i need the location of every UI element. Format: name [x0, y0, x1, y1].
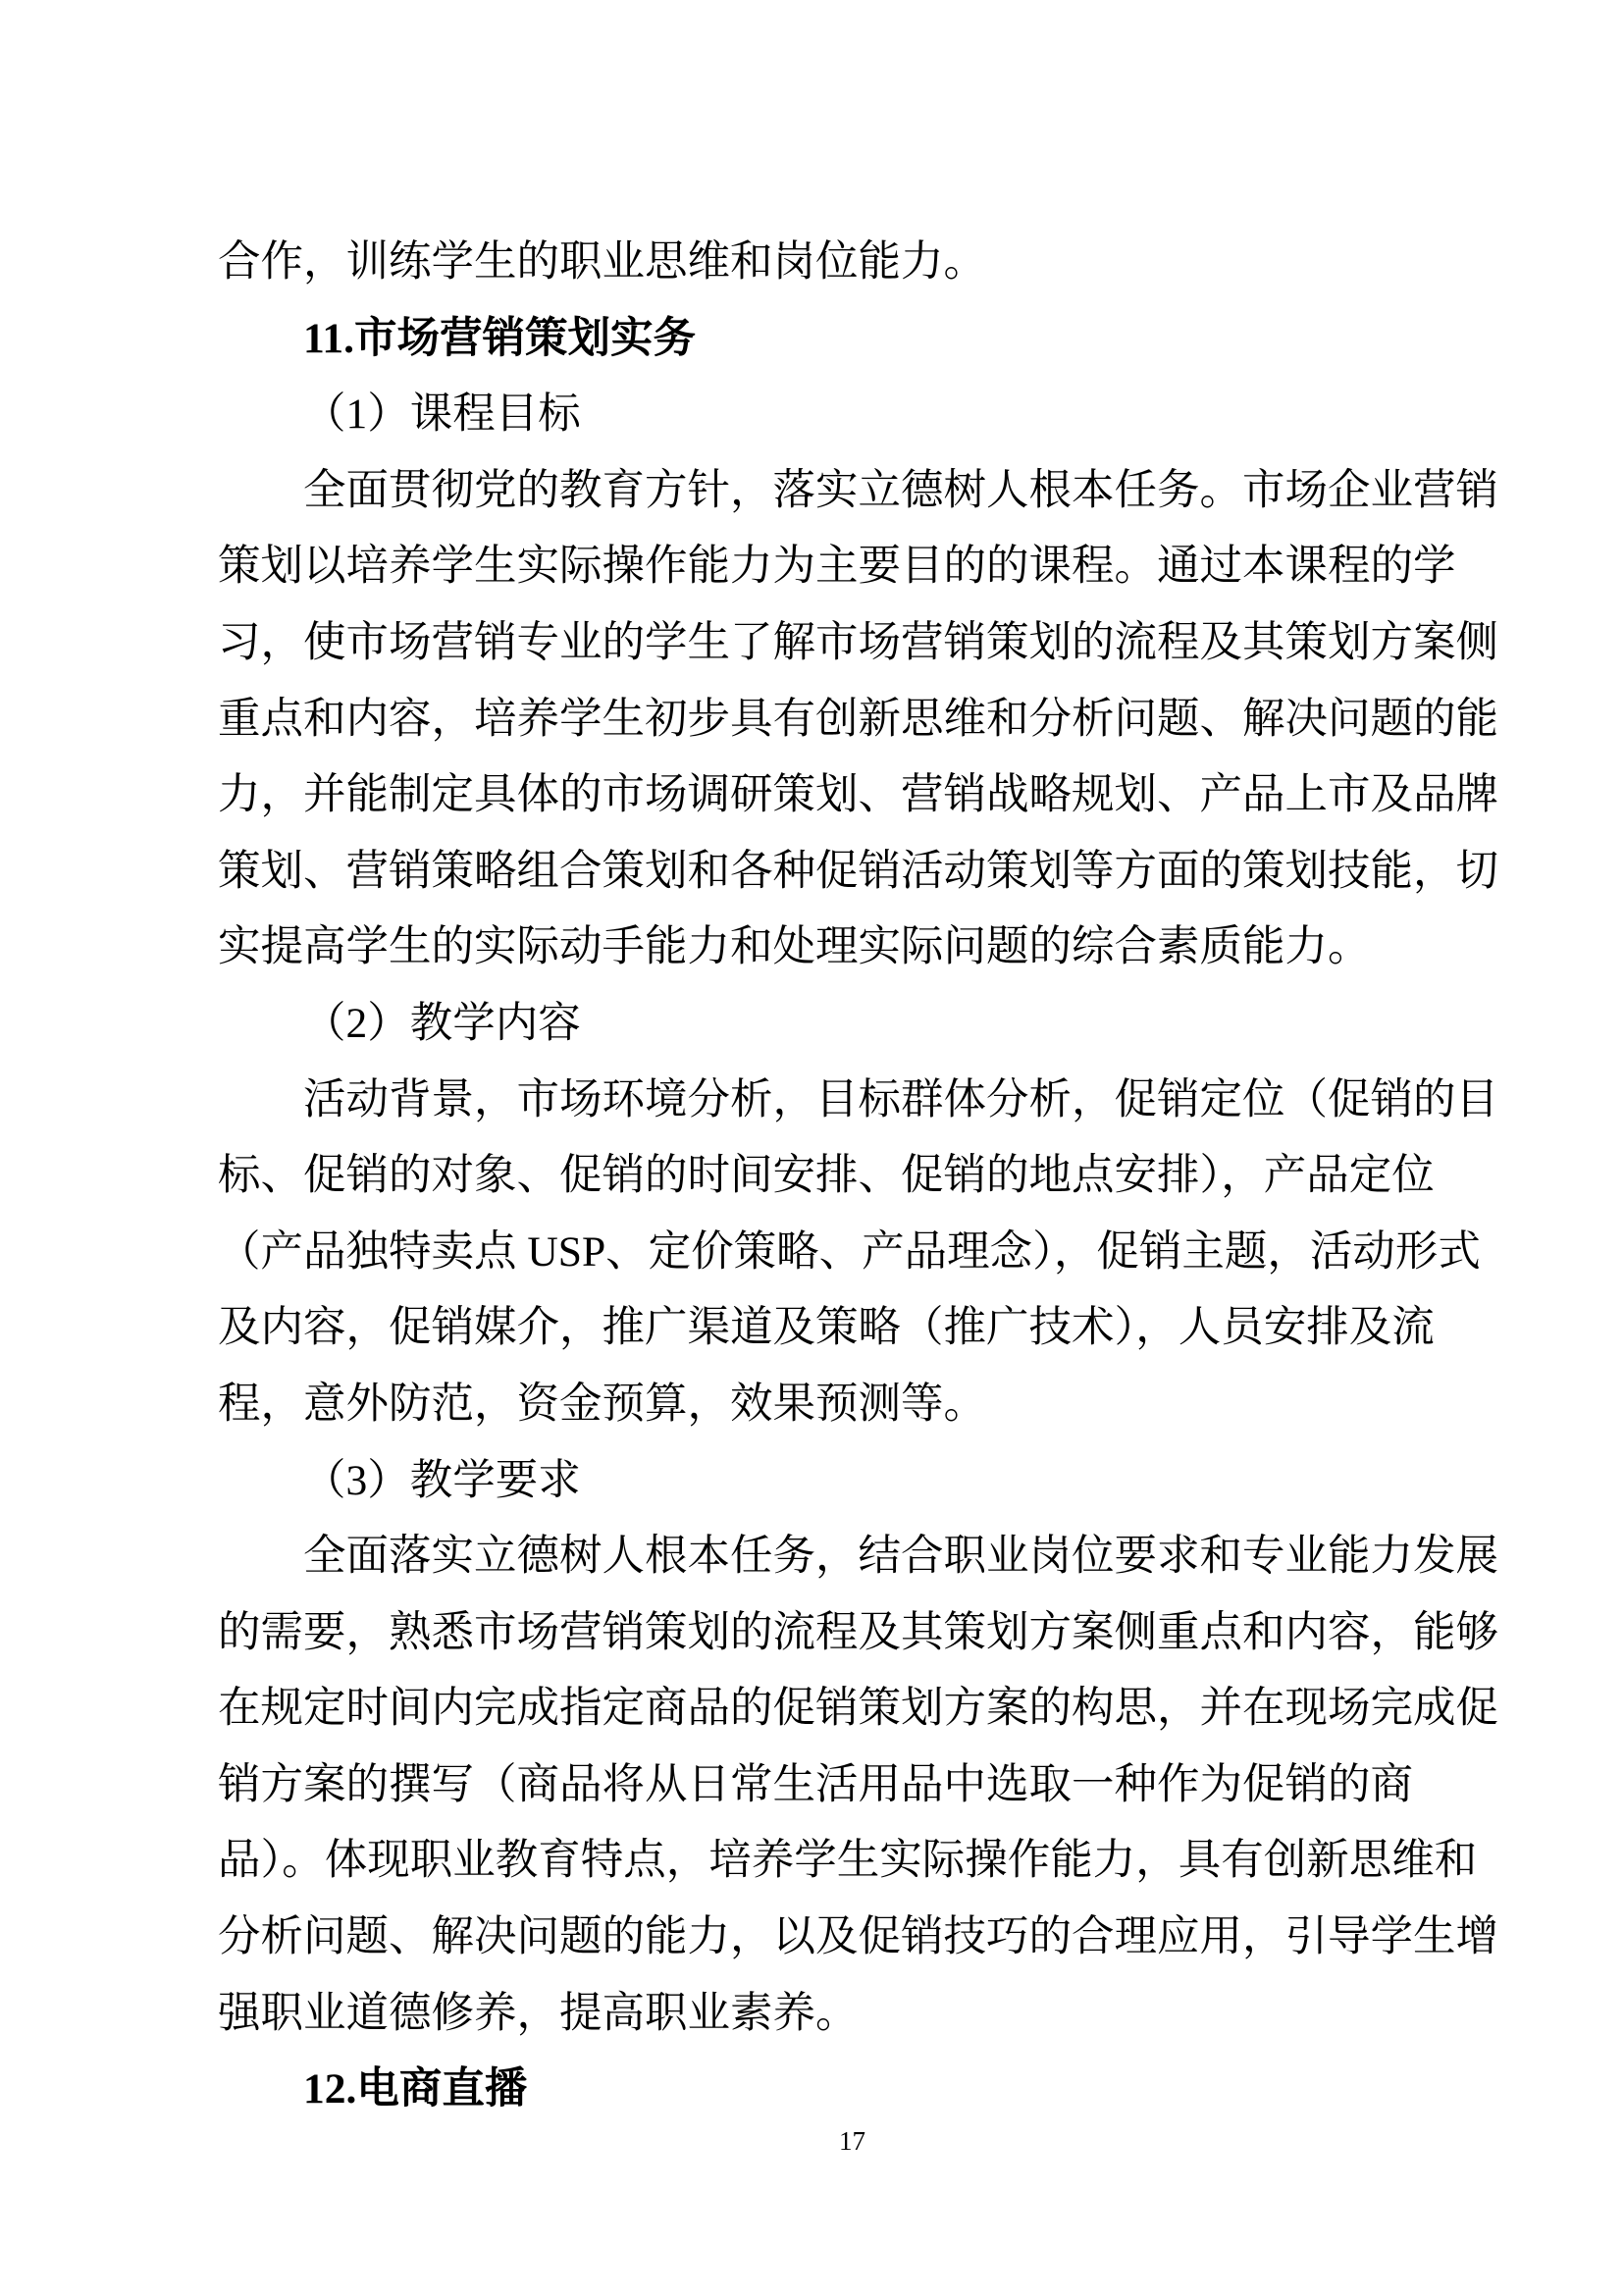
text-line: 活动背景，市场环境分析，目标群体分析，促销定位（促销的目 [303, 1075, 1498, 1123]
page-number: 17 [839, 2126, 865, 2156]
section-heading-line: 11.市场营销策划实务 [303, 314, 696, 362]
text-line: （1）课程目标 [303, 391, 581, 439]
text-line: 重点和内容，培养学生初步具有创新思维和分析问题、解决问题的能 [218, 695, 1498, 743]
text-line: 及内容，促销媒介，推广渠道及策略（推广技术），人员安排及流 [218, 1304, 1435, 1352]
text-line: 合作，训练学生的职业思维和岗位能力。 [218, 238, 986, 286]
text-line: 力，并能制定具体的市场调研策划、营销战略规划、产品上市及品牌 [218, 771, 1498, 819]
text-line: 标、促销的对象、促销的时间安排、促销的地点安排），产品定位 [218, 1152, 1435, 1200]
text-line: 的需要，熟悉市场营销策划的流程及其策划方案侧重点和内容，能够 [218, 1608, 1498, 1656]
text-line: （3）教学要求 [303, 1456, 581, 1504]
text-line: 品）。体现职业教育特点，培养学生实际操作能力，具有创新思维和 [218, 1837, 1478, 1885]
section-heading-line: 12.电商直播 [303, 2065, 528, 2113]
text-line: 分析问题、解决问题的能力，以及促销技巧的合理应用，引导学生增 [218, 1913, 1498, 1961]
text-line: 习，使市场营销专业的学生了解市场营销策划的流程及其策划方案侧 [218, 618, 1498, 666]
text-line: 策划、营销策略组合策划和各种促销活动策划等方面的策划技能，切 [218, 847, 1498, 895]
text-line: 销方案的撰写（商品将从日常生活用品中选取一种作为促销的商 [218, 1760, 1413, 1808]
text-line: 实提高学生的实际动手能力和处理实际问题的综合素质能力。 [218, 923, 1371, 971]
text-line: 在规定时间内完成指定商品的促销策划方案的构思，并在现场完成促 [218, 1685, 1498, 1733]
document-body [218, 225, 1592, 2128]
text-line: 程，意外防范，资金预算，效果预测等。 [218, 1380, 986, 1428]
text-line: 策划以培养学生实际操作能力为主要目的的课程。通过本课程的学 [218, 543, 1456, 591]
text-line: 全面落实立德树人根本任务，结合职业岗位要求和专业能力发展 [303, 1533, 1498, 1581]
text-line: （2）教学内容 [303, 999, 581, 1047]
text-line: （产品独特卖点 USP、定价策略、产品理念），促销主题，活动形式 [218, 1227, 1481, 1276]
text-line: 强职业道德修养，提高职业素养。 [218, 1989, 859, 2037]
text-line: 全面贯彻党的教育方针，落实立德树人根本任务。市场企业营销 [303, 466, 1498, 514]
